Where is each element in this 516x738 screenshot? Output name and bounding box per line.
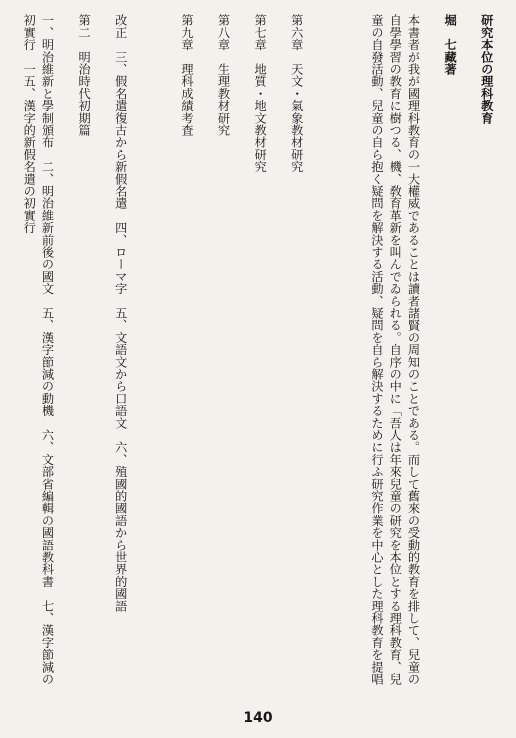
- section-line: 一、明治維新と學制頒布 二、明治維新前後の國文 五、漢字節減の動機 六、文部省編輯の國語教科書 七、漢字節減の初實行 一五、漢字的新假名遣の初實行: [22, 14, 55, 685]
- right-column: [366, 14, 514, 694]
- section-heading: [0, 14, 2, 694]
- book-title: 研究本位の理科教育: [479, 14, 494, 124]
- section-line: 改正 三、假名遣復古から新假名遣 四、ローマ字 五、文語文から口語文 六、殖國的國語から世界的國語: [113, 14, 128, 612]
- review-paragraph: 本書者が我が國理科教育の一大權威であることは讀者諸賢の周知のことである。而して舊來の受動的教育を排して、兒童の自學學習の教育に樹つる、機、敎育革新を叫んでゐられる。自序の中に「吾人は年來兒童の研究を本位とする理科教育、兒童の自發活動、兒童の自ら抱く疑問を解決する活動、疑問を自ら解決するために行ふ研究作業を中心とした理科教育を提唱: [369, 14, 421, 685]
- middle-column: [176, 14, 324, 694]
- page-number: 140: [243, 710, 273, 726]
- left-column: [0, 14, 148, 694]
- chapter-line: 第九章 理科成績考査: [179, 14, 194, 136]
- section-heading: 第二 明治時代初期篇: [77, 14, 92, 136]
- book-author: 堀 七藏著: [443, 14, 458, 75]
- chapter-line: 第八章 生理教材研究: [216, 14, 231, 136]
- chapter-line: 第六章 天文・氣象教材研究: [289, 14, 304, 173]
- chapter-line: 第七章 地質・地文教材研究: [253, 14, 268, 173]
